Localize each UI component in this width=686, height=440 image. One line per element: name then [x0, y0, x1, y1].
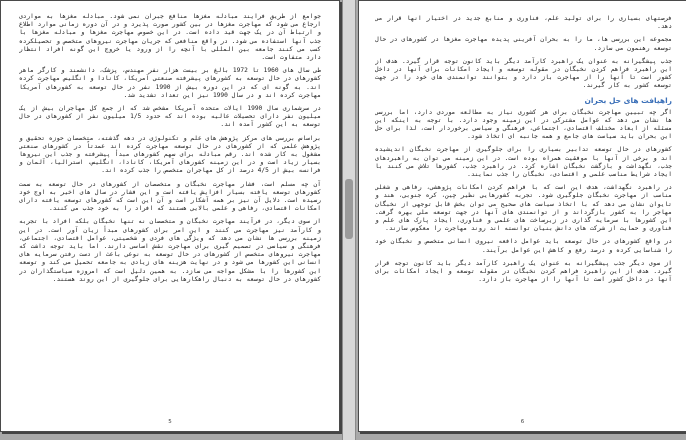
paragraph: از سوی دیگر، در فرآیند مهاجرت نخبگان و متخصصان نه تنها نخبگان بلکه افراد با تجربه و کارآمد نیز مهاجرت می کنند و این امر برای کشورهای مبدأ زیان آور است. در این زمینه بررسی ها نشان می دهد که ویژگی های فردی و شخصیتی، عوامل اقتصادی، اجتماعی، فرهنگی و سیاسی در تصمیم گیری برای مهاجرت نقش اساسی دارند. اما باید توجه داشت که مهاجرت نیروهای متخصص از کشورهای در حال توسعه به نوعی باعث از دست رفتن سرمایه های انسانی این کشورها می شود و در نهایت هزینه های زیادی به جامعه تحمیل می کند و توسعه این کشورها را با مشکل مواجه می سازد. به همین دلیل است که امروزه سیاستگذاران در کشورهای در حال توسعه به دنبال راهکارهایی برای جلوگیری از این روند هستند.	[19, 218, 321, 283]
page-number: 6	[520, 419, 525, 425]
paragraph: آن چه مسلم است، فشار مهاجرت نخبگان و متخصصان از کشورهای در حال توسعه به سمت کشورهای توسعه یافته بسیار افزایش یافته است و این فشار در سال های اخیر به اوج خود رسیده است. دلایل آن نیز بر همه آشکار است و آن این است که کشورهای توسعه یافته دارای امکانات اقتصادی، رفاهی و علمی بالایی هستند که افراد را به خود جذب می کنند.	[19, 180, 321, 213]
document-page-5	[0, 0, 340, 432]
paragraph: مجموعه این بررسی ها، ما را به بحران آفرینی پدیده مهاجرت مغزها در کشورهای در حال توسعه رهنمون می سازد.	[375, 36, 672, 52]
page-number: 5	[168, 419, 172, 425]
paragraph: کشورهای در حال توسعه تدابیر بسیاری را برای جلوگیری از مهاجرت نخبگان اندیشیده اند و برخی از آنها با موفقیت همراه بوده است. در این زمینه می توان به راهبردهای جذب، نگهداشت و بازگشت نخبگان اشاره کرد. در راهبرد جذب، کشورها تلاش می کنند با ایجاد شرایط مناسب علمی و اقتصادی، نخبگان را جذب نمایند.	[375, 146, 672, 179]
paragraph: جذب پیشگیرانه به عنوان یک راهبرد کارآمد دیگر باید کانون توجه قرار گیرد. هدف از این راهبرد فراهم کردن نخبگان در مقوله توسعه و ایجاد امکانات برای آنها در داخل کشور است تا آنها را از مهاجرت باز دارد و بتوانند توانمندی های خود را در جهت توسعه کشور به کار گیرند.	[375, 57, 672, 90]
scrollbar-thumb[interactable]	[345, 179, 353, 239]
vertical-scrollbar[interactable]	[342, 0, 356, 440]
paragraph: اگر چه تبیین مهاجرت نخبگان برای هر کشوری نیاز به مطالعه موردی دارد، اما بررسی ها نشان می دهد که عوامل مشترکی در این زمینه وجود دارد. با توجه به اینکه این مسئله از ابعاد مختلف اقتصادی، اجتماعی، فرهنگی و سیاسی برخوردار است، لذا برای حل این بحران باید سیاست های جامع و همه جانبه ای اتخاذ شود.	[375, 108, 672, 141]
paragraph: در سرشماری سال 1990 ایالات متحده آمریکا مشخص شد که از جمع کل مهاجران بیش از یک میلیون نفر دارای تحصیلات عالیه بوده اند که حدود 1/5 میلیون نفر از کشورهای در حال توسعه به این کشور آمده اند.	[19, 105, 321, 129]
paragraph: از سوی دیگر جذب پیشگیرانه به عنوان یک راهبرد کارآمد دیگر باید کانون توجه قرار گیرد. هدف از این راهبرد فراهم کردن نخبگان در مقوله توسعه و ایجاد امکانات برای آنها در داخل کشور است تا آنها را از مهاجرت باز دارد.	[375, 259, 672, 284]
paragraph: جوامع از طریق فرآیند مبادله مغزها منافع جبران نمی شود. مبادله مغزها به مواردی ارجاع می شود که مهاجرت مغزها در بین کشور صورت پذیرد و در آن دوره زمانی موارد اطلاع و ارتباط آن در یک جهت قید داده است. در این خصوص مهاجرت مغزها و مبادله مغزها با جذب آنها استفاده می شود. در واقع منافعی که جریان مهاجرت نیروهای متخصص و تحصیلکرده کسب می کنند جامعه بین المللی با آنچه را از ورود یا خروج این گونه افراد انتظار دارد متفاوت است.	[19, 13, 321, 62]
page-text-area	[19, 13, 321, 413]
page-text-area	[375, 15, 672, 413]
paragraph: در واقع کشورهای در حال توسعه باید عوامل دافعه نیروی انسانی متخصص و نخبگان خود را شناسایی کرده و درصد رفع و کاهش این عوامل برآیند.	[375, 238, 672, 254]
paragraph: در راهبرد نگهداشت، هدف این است که با فراهم کردن امکانات پژوهشی، رفاهی و شغلی مناسب از مهاجرت نخبگان جلوگیری شود. تجربه کشورهایی نظیر چین، کره جنوبی، هند و تایوان نشان می دهد که با اتخاذ سیاست های صحیح می توان بخش قابل توجهی از نخبگان مهاجر را به کشور بازگرداند و از توانمندی های آنها در جهت توسعه ملی بهره گرفت. این کشورها با سرمایه گذاری در زیرساخت های علمی و فناوری، ایجاد پارک های علم و فناوری و حمایت از شرکت های دانش بنیان توانسته اند روند مهاجرت را معکوس سازند.	[375, 184, 672, 233]
paragraph: براساس بررسی های مرکز پژوهش های علم و تکنولوژی در دهه گذشته، متخصصان حوزه تحقیق و پژوهش علمی که از کشورهای در حال توسعه مهاجرت کرده اند عمدتاً در کشورهای صنعتی مشغول به کار شده اند. رقم مبادله برای سهم کشورهای مبدأ پیشرفته و جذب این نیروها بسیار زیاد است و در این زمینه کشورهای آمریکا، کانادا، انگلیس، استرالیا، آلمان و فرانسه بیش از 4/5 درصد از کل مهاجران متخصص را جذب کرده اند.	[19, 134, 321, 175]
paragraph: طی سال های 1960 تا 1972 بالغ بر بیست هزار نفر مهندس، پزشک، دانشمند و کارگر ماهر کشورهای در حال توسعه به کشورهای پیشرفته صنعتی آمریکا، کانادا و انگلیس مهاجرت کرده اند. به گونه ای که در این دوره بیش از 1990 نفر در حال توسعه به کشورهای آمریکا مهاجرت کرده اند و در سال 1990 نیز این تعداد تشدید شد.	[19, 67, 321, 99]
paragraph: فرصتهای بسیاری را برای تولید علم، فناوری و منابع جدید در اختیار آنها قرار می دهد.	[375, 15, 672, 31]
document-page-6	[358, 0, 686, 432]
section-heading: راهیافت های حل بحران	[584, 95, 672, 105]
